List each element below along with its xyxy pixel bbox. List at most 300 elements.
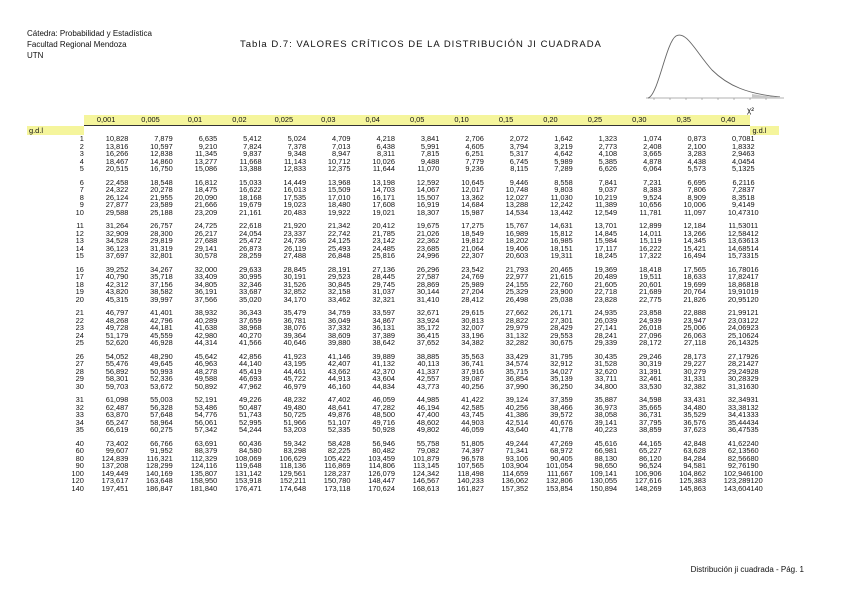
critical-value-cell: 21,991 xyxy=(727,308,751,317)
df-cell-left: 60 xyxy=(75,446,84,455)
critical-value-cell: 7,779 xyxy=(465,156,484,166)
critical-value-cell: 30,191 xyxy=(283,272,307,281)
critical-value-cell: 58,301 xyxy=(105,374,129,383)
critical-value-cell: 11,644 xyxy=(372,164,395,173)
df-cell-right: 9 xyxy=(750,200,755,209)
critical-value-cell: 42,370 xyxy=(372,366,395,376)
critical-value-cell: 7,824 xyxy=(243,141,262,151)
critical-value-cell: 20,603 xyxy=(505,251,529,260)
df-cell-left: 31 xyxy=(75,395,84,404)
critical-value-cell: 13,277 xyxy=(194,156,218,166)
critical-value-cell: 143,604 xyxy=(723,483,751,493)
critical-value-cell: 10,597 xyxy=(150,141,173,151)
critical-value-cell: 42,848 xyxy=(683,438,706,448)
critical-value-cell: 56,892 xyxy=(105,366,129,376)
df-cell-left: 140 xyxy=(71,483,84,493)
critical-value-cell: 49,876 xyxy=(327,410,351,419)
critical-value-cell: 35,718 xyxy=(150,272,173,281)
critical-value-cell: 26,848 xyxy=(327,251,351,260)
critical-value-cell: 8,909 xyxy=(687,192,706,202)
critical-value-cell: 135,807 xyxy=(190,468,218,478)
critical-value-cell: 36,131 xyxy=(372,323,395,332)
critical-value-cell: 18,633 xyxy=(683,272,706,281)
critical-value-cell: 19,023 xyxy=(283,200,307,209)
critical-value-cell: 59,703 xyxy=(105,381,129,391)
chi-square-axis-label: χ² xyxy=(747,106,754,115)
table-row xyxy=(27,396,779,404)
critical-value-cell: 37,652 xyxy=(416,338,440,347)
df-cell-right: 25 xyxy=(750,338,759,347)
critical-value-cell: 36,973 xyxy=(594,402,618,412)
critical-value-cell: 32,282 xyxy=(505,338,529,347)
critical-value-cell: 32,912 xyxy=(550,359,573,368)
critical-value-cell: 149,449 xyxy=(101,468,129,478)
critical-value-cell: 0,708 xyxy=(731,134,751,143)
critical-value-cell: 23,142 xyxy=(372,236,395,245)
critical-value-cell: 29,633 xyxy=(239,264,262,274)
df-cell-left: 5 xyxy=(79,164,84,173)
critical-value-cell: 24,069 xyxy=(727,323,751,332)
df-cell-right: 3 xyxy=(750,149,755,158)
alpha-header-cell: 0,005 xyxy=(128,115,172,126)
critical-value-cell: 4,709 xyxy=(332,134,351,143)
critical-value-cell: 33,196 xyxy=(461,330,484,340)
critical-value-cell: 14,684 xyxy=(461,200,484,209)
critical-value-cell: 7,815 xyxy=(420,149,440,158)
critical-value-cell: 25,106 xyxy=(727,330,751,340)
critical-value-cell: 1,833 xyxy=(731,141,751,151)
critical-value-cell: 26,018 xyxy=(638,323,662,332)
critical-value-cell: 23,589 xyxy=(150,200,173,209)
critical-value-cell: 30,995 xyxy=(239,272,262,281)
df-cell-left: 14 xyxy=(75,243,84,253)
critical-value-cell: 19,699 xyxy=(683,279,706,289)
critical-value-cell: 41,638 xyxy=(194,323,218,332)
critical-value-cell: 44,181 xyxy=(150,323,173,332)
critical-value-cell: 148,269 xyxy=(634,483,662,493)
df-cell-right: 24 xyxy=(750,330,759,340)
df-cell-right: 14 xyxy=(750,243,759,253)
df-cell-left: 32 xyxy=(75,402,84,412)
df-cell-left: 35 xyxy=(75,425,84,434)
critical-value-cell: 10,219 xyxy=(594,192,618,202)
df-cell-right: 17 xyxy=(750,272,759,281)
axis-ticks xyxy=(654,98,766,100)
critical-value-cell: 16,494 xyxy=(683,251,706,260)
critical-value-cell: 20,489 xyxy=(594,272,618,281)
critical-value-cell: 44,985 xyxy=(416,395,440,404)
df-cell-left: 9 xyxy=(79,200,84,209)
critical-value-cell: 36,049 xyxy=(327,315,351,325)
critical-value-cell: 16,266 xyxy=(105,149,129,158)
df-cell-right: 20 xyxy=(750,294,759,304)
critical-value-cell: 32,909 xyxy=(105,228,129,238)
critical-value-cell: 19,369 xyxy=(594,264,618,274)
critical-value-cell: 11,530 xyxy=(728,221,751,230)
critical-value-cell: 41,337 xyxy=(416,366,440,376)
critical-value-cell: 51,966 xyxy=(283,417,307,427)
critical-value-cell: 68,972 xyxy=(550,446,573,455)
critical-value-cell: 9,524 xyxy=(643,192,662,202)
critical-value-cell: 21,342 xyxy=(327,221,351,230)
critical-value-cell: 11,668 xyxy=(239,156,262,166)
critical-value-cell: 16,919 xyxy=(416,200,440,209)
critical-value-cell: 55,476 xyxy=(105,359,129,368)
critical-value-cell: 132,806 xyxy=(545,476,573,485)
critical-value-cell: 116,321 xyxy=(146,453,173,463)
df-cell-right: 33 xyxy=(750,410,759,419)
critical-value-cell: 127,616 xyxy=(634,476,662,485)
critical-value-cell: 12,184 xyxy=(683,221,706,230)
critical-value-cell: 39,087 xyxy=(461,374,484,383)
critical-value-cell: 26,217 xyxy=(194,228,218,238)
alpha-header-cell: 0,02 xyxy=(217,115,261,126)
df-cell-right: 8 xyxy=(750,192,755,202)
critical-value-cell: 20,278 xyxy=(150,185,173,194)
critical-value-cell: 32,382 xyxy=(683,381,706,391)
critical-value-cell: 20,483 xyxy=(283,207,307,217)
df-cell-left: 4 xyxy=(79,156,84,166)
critical-value-cell: 43,820 xyxy=(105,287,129,296)
critical-value-cell: 33,429 xyxy=(505,351,529,361)
critical-value-cell: 79,082 xyxy=(416,446,440,455)
critical-value-cell: 35,020 xyxy=(239,294,262,304)
critical-value-cell: 26,296 xyxy=(416,264,440,274)
critical-value-cell: 42,585 xyxy=(461,402,484,412)
critical-value-cell: 21,689 xyxy=(638,287,662,296)
critical-value-cell: 24,769 xyxy=(461,272,484,281)
table-row xyxy=(27,266,779,274)
critical-value-cell: 22,362 xyxy=(416,236,440,245)
df-cell-left: 8 xyxy=(79,192,84,202)
critical-value-cell: 12,027 xyxy=(505,192,529,202)
critical-value-cell: 20,515 xyxy=(105,164,129,173)
critical-value-cell: 10,645 xyxy=(461,177,484,187)
df-cell-right: 80 xyxy=(750,453,759,463)
critical-value-cell: 33,530 xyxy=(638,381,662,391)
critical-value-cell: 30,319 xyxy=(638,359,662,368)
critical-value-cell: 27,587 xyxy=(416,272,440,281)
critical-value-cell: 109,141 xyxy=(590,468,618,478)
critical-value-cell: 17,010 xyxy=(327,192,351,202)
critical-value-cell: 21,064 xyxy=(461,243,484,253)
critical-value-cell: 42,407 xyxy=(327,359,351,368)
critical-value-cell: 28,214 xyxy=(727,359,751,368)
critical-value-cell: 66,619 xyxy=(105,425,129,434)
critical-value-cell: 28,445 xyxy=(372,272,395,281)
critical-value-cell: 50,487 xyxy=(239,402,262,412)
critical-value-cell: 170,624 xyxy=(368,483,395,493)
critical-value-cell: 173,617 xyxy=(101,476,129,485)
table-row xyxy=(27,179,779,187)
critical-value-cell: 26,039 xyxy=(594,315,618,325)
critical-value-cell: 46,797 xyxy=(105,308,129,317)
critical-value-cell: 93,106 xyxy=(505,453,529,463)
critical-value-cell: 33,924 xyxy=(416,315,440,325)
table-row xyxy=(27,273,779,281)
critical-value-cell: 49,588 xyxy=(194,374,218,383)
critical-value-cell: 46,979 xyxy=(283,381,307,391)
critical-value-cell: 197,451 xyxy=(101,483,129,493)
critical-value-cell: 48,278 xyxy=(194,366,218,376)
critical-value-cell: 26,873 xyxy=(239,243,262,253)
critical-value-cell: 22,718 xyxy=(594,287,618,296)
df-cell-left: 13 xyxy=(75,236,84,245)
critical-value-cell: 15,984 xyxy=(594,236,618,245)
df-cell-right: 22 xyxy=(750,315,759,325)
critical-value-cell: 63,691 xyxy=(194,438,218,448)
critical-value-cell: 34,413 xyxy=(727,410,751,419)
df-cell-left: 30 xyxy=(75,381,84,391)
df-cell-right: 5 xyxy=(750,164,755,173)
df-cell-right: 35 xyxy=(750,425,759,434)
critical-value-cell: 32,461 xyxy=(638,374,662,383)
critical-value-cell: 41,622 xyxy=(727,438,751,448)
critical-value-cell: 25,329 xyxy=(505,287,529,296)
alpha-header-cell: 0,20 xyxy=(528,115,572,126)
df-cell-left: 6 xyxy=(79,177,84,187)
critical-value-cell: 26,119 xyxy=(284,243,307,253)
critical-value-cell: 7,289 xyxy=(554,164,573,173)
critical-value-cell: 43,604 xyxy=(372,374,395,383)
critical-value-cell: 11,097 xyxy=(683,207,706,217)
df-cell-right: 90 xyxy=(750,461,759,470)
critical-value-cell: 66,766 xyxy=(150,438,173,448)
critical-value-cell: 22,888 xyxy=(683,308,706,317)
critical-value-cell: 18,475 xyxy=(194,185,218,194)
critical-value-cell: 20,090 xyxy=(194,192,218,202)
critical-value-cell: 12,899 xyxy=(638,221,662,230)
alpha-header-cell: 0,04 xyxy=(351,115,395,126)
df-cell-left: 7 xyxy=(79,185,84,194)
critical-value-cell: 29,227 xyxy=(683,359,706,368)
table-row xyxy=(27,186,779,194)
critical-value-cell: 30,283 xyxy=(727,374,751,383)
critical-value-cell: 18,168 xyxy=(239,192,262,202)
critical-value-cell: 25,188 xyxy=(150,207,173,217)
critical-value-cell: 33,597 xyxy=(372,308,395,317)
critical-value-cell: 148,447 xyxy=(368,476,395,485)
critical-value-cell: 15,767 xyxy=(505,221,529,230)
critical-value-cell: 146,567 xyxy=(412,476,440,485)
critical-value-cell: 37,566 xyxy=(194,294,218,304)
critical-value-cell: 23,900 xyxy=(550,287,573,296)
critical-value-cell: 33,381 xyxy=(727,402,751,412)
critical-value-cell: 31,316 xyxy=(727,381,751,391)
critical-value-cell: 26,757 xyxy=(150,221,173,230)
critical-value-cell: 32,671 xyxy=(416,308,440,317)
critical-value-cell: 36,576 xyxy=(683,417,706,427)
critical-value-cell: 37,697 xyxy=(105,251,129,260)
gdl-label-left: g.d.l xyxy=(27,126,84,136)
critical-value-cell: 19,679 xyxy=(239,200,262,209)
critical-value-cell: 35,665 xyxy=(638,402,662,412)
alpha-header-cell: 0,01 xyxy=(173,115,217,126)
critical-value-cell: 41,401 xyxy=(150,308,173,317)
critical-value-cell: 14,631 xyxy=(550,221,573,230)
table-row xyxy=(27,230,779,238)
critical-value-cell: 14,860 xyxy=(150,156,173,166)
critical-value-cell: 111,667 xyxy=(547,468,573,478)
critical-value-cell: 59,342 xyxy=(283,438,307,448)
critical-value-cell: 27,688 xyxy=(194,236,218,245)
critical-value-cell: 23,337 xyxy=(283,228,307,238)
critical-value-cell: 29,553 xyxy=(550,330,573,340)
critical-value-cell: 123,289 xyxy=(723,476,751,485)
df-cell-right: 27 xyxy=(750,359,759,368)
critical-value-cell: 18,151 xyxy=(550,243,573,253)
critical-value-cell: 32,000 xyxy=(194,264,218,274)
df-cell-left: 26 xyxy=(75,351,84,361)
critical-value-cell: 20,601 xyxy=(638,279,662,289)
critical-value-cell: 49,716 xyxy=(372,417,395,427)
table-row xyxy=(27,150,779,158)
critical-value-cell: 15,033 xyxy=(239,177,262,187)
df-cell-left: 10 xyxy=(75,207,84,217)
alpha-header-cell: 0,10 xyxy=(439,115,483,126)
critical-value-cell: 23,947 xyxy=(683,315,706,325)
df-cell-right: 6 xyxy=(750,177,755,187)
critical-value-cell: 11,345 xyxy=(195,149,218,158)
alpha-header-cell: 0,001 xyxy=(84,115,128,126)
critical-value-cell: 16,750 xyxy=(150,164,173,173)
critical-value-cell: 124,839 xyxy=(101,453,129,463)
critical-value-cell: 52,336 xyxy=(150,374,173,383)
df-cell-left: 25 xyxy=(75,338,84,347)
critical-value-cell: 53,486 xyxy=(194,402,218,412)
critical-value-cell: 3,219 xyxy=(554,141,573,151)
df-cell-right: 1 xyxy=(750,134,755,143)
critical-value-cell: 11,389 xyxy=(595,200,618,209)
critical-value-cell: 4,605 xyxy=(465,141,484,151)
critical-value-cell: 26,498 xyxy=(505,294,529,304)
df-cell-right: 100 xyxy=(750,468,763,478)
critical-value-cell: 48,268 xyxy=(105,315,129,325)
critical-value-cell: 186,847 xyxy=(146,483,173,493)
critical-value-cell: 36,781 xyxy=(283,315,307,325)
table-row xyxy=(27,419,779,427)
critical-value-cell: 37,990 xyxy=(505,381,529,391)
critical-value-cell: 39,572 xyxy=(550,410,573,419)
critical-value-cell: 35,715 xyxy=(505,366,529,376)
critical-value-cell: 11,030 xyxy=(550,192,573,202)
critical-value-cell: 21,793 xyxy=(505,264,529,274)
critical-value-cell: 125,383 xyxy=(679,476,706,485)
alpha-header-cell: 0,30 xyxy=(617,115,661,126)
alpha-header-cell: 0,35 xyxy=(662,115,706,126)
critical-value-cell: 34,528 xyxy=(105,236,129,245)
critical-value-cell: 168,613 xyxy=(412,483,440,493)
critical-value-cell: 36,475 xyxy=(727,425,751,434)
critical-value-cell: 41,566 xyxy=(239,338,262,347)
critical-value-cell: 2,072 xyxy=(509,134,529,143)
critical-value-cell: 140,233 xyxy=(457,476,484,485)
critical-value-cell: 25,816 xyxy=(372,251,395,260)
critical-values-table xyxy=(27,115,779,492)
critical-value-cell: 3,665 xyxy=(643,149,662,158)
critical-value-cell: 27,488 xyxy=(283,251,307,260)
critical-value-cell: 12,017 xyxy=(461,185,484,194)
df-cell-right: 10 xyxy=(750,207,759,217)
critical-value-cell: 45,419 xyxy=(239,366,262,376)
table-row xyxy=(27,477,779,485)
critical-value-cell: 5,412 xyxy=(243,134,262,143)
critical-value-cell: 56,946 xyxy=(372,438,395,448)
critical-value-cell: 102,946 xyxy=(723,468,751,478)
critical-value-cell: 8,558 xyxy=(554,177,573,187)
critical-value-cell: 9,414 xyxy=(731,200,751,209)
critical-value-cell: 13,388 xyxy=(239,164,262,173)
df-cell-left: 12 xyxy=(75,228,84,238)
tail-area-shading xyxy=(752,94,780,98)
critical-value-cell: 86,120 xyxy=(638,453,662,463)
df-cell-right: 32 xyxy=(750,402,759,412)
critical-value-cell: 158,950 xyxy=(190,476,218,485)
table-row xyxy=(27,324,779,332)
critical-value-cell: 25,989 xyxy=(461,279,484,289)
critical-value-cell: 40,270 xyxy=(239,330,262,340)
critical-value-cell: 130,055 xyxy=(590,476,618,485)
critical-value-cell: 49,728 xyxy=(105,323,129,332)
table-row xyxy=(27,296,779,304)
critical-value-cell: 44,461 xyxy=(283,366,307,376)
table-row xyxy=(27,375,779,383)
critical-value-cell: 41,923 xyxy=(283,351,307,361)
critical-value-cell: 29,339 xyxy=(594,338,618,347)
critical-value-cell: 62,487 xyxy=(105,402,129,412)
critical-value-cell: 3,841 xyxy=(420,134,440,143)
critical-value-cell: 36,250 xyxy=(550,381,573,391)
critical-value-cell: 38,058 xyxy=(594,410,618,419)
critical-value-cell: 6,064 xyxy=(643,164,662,173)
critical-value-cell: 13,288 xyxy=(505,200,529,209)
critical-value-cell: 36,191 xyxy=(194,287,218,296)
critical-value-cell: 39,252 xyxy=(105,264,129,274)
df-cell-left: 18 xyxy=(75,279,84,289)
critical-value-cell: 37,795 xyxy=(638,417,662,427)
critical-value-cell: 101,879 xyxy=(412,453,440,463)
critical-value-cell: 91,952 xyxy=(150,446,173,455)
critical-value-cell: 9,236 xyxy=(465,164,484,173)
critical-value-cell: 42,796 xyxy=(150,315,173,325)
critical-value-cell: 35,529 xyxy=(683,410,706,419)
df-cell-left: 28 xyxy=(75,366,84,376)
table-row xyxy=(27,143,779,151)
critical-value-cell: 44,314 xyxy=(194,338,218,347)
critical-value-cell: 38,609 xyxy=(327,330,351,340)
critical-value-cell: 7,806 xyxy=(687,185,706,194)
critical-value-cell: 24,996 xyxy=(416,251,440,260)
critical-value-cell: 23,031 xyxy=(727,315,751,325)
critical-value-cell: 107,565 xyxy=(457,461,484,470)
critical-value-cell: 57,342 xyxy=(194,425,218,434)
critical-value-cell: 13,442 xyxy=(550,207,573,217)
critical-value-cell: 50,993 xyxy=(150,366,173,376)
critical-value-cell: 28,241 xyxy=(594,330,618,340)
critical-value-cell: 14,067 xyxy=(416,185,440,194)
critical-value-cell: 39,997 xyxy=(150,294,173,304)
page-title: Tabla D.7: VALORES CRÍTICOS DE LA DISTRIBUCIÓN JI CUADRADA xyxy=(240,39,602,50)
critical-value-cell: 40,646 xyxy=(283,338,307,347)
critical-value-cell: 99,607 xyxy=(105,446,129,455)
critical-value-cell: 58,964 xyxy=(150,417,173,427)
critical-value-cell: 20,951 xyxy=(727,294,751,304)
critical-value-cell: 5,991 xyxy=(420,141,440,151)
critical-value-cell: 2,946 xyxy=(731,149,751,158)
critical-value-cell: 27,179 xyxy=(727,351,751,361)
critical-value-cell: 181,840 xyxy=(190,483,218,493)
critical-value-cell: 23,542 xyxy=(461,264,484,274)
